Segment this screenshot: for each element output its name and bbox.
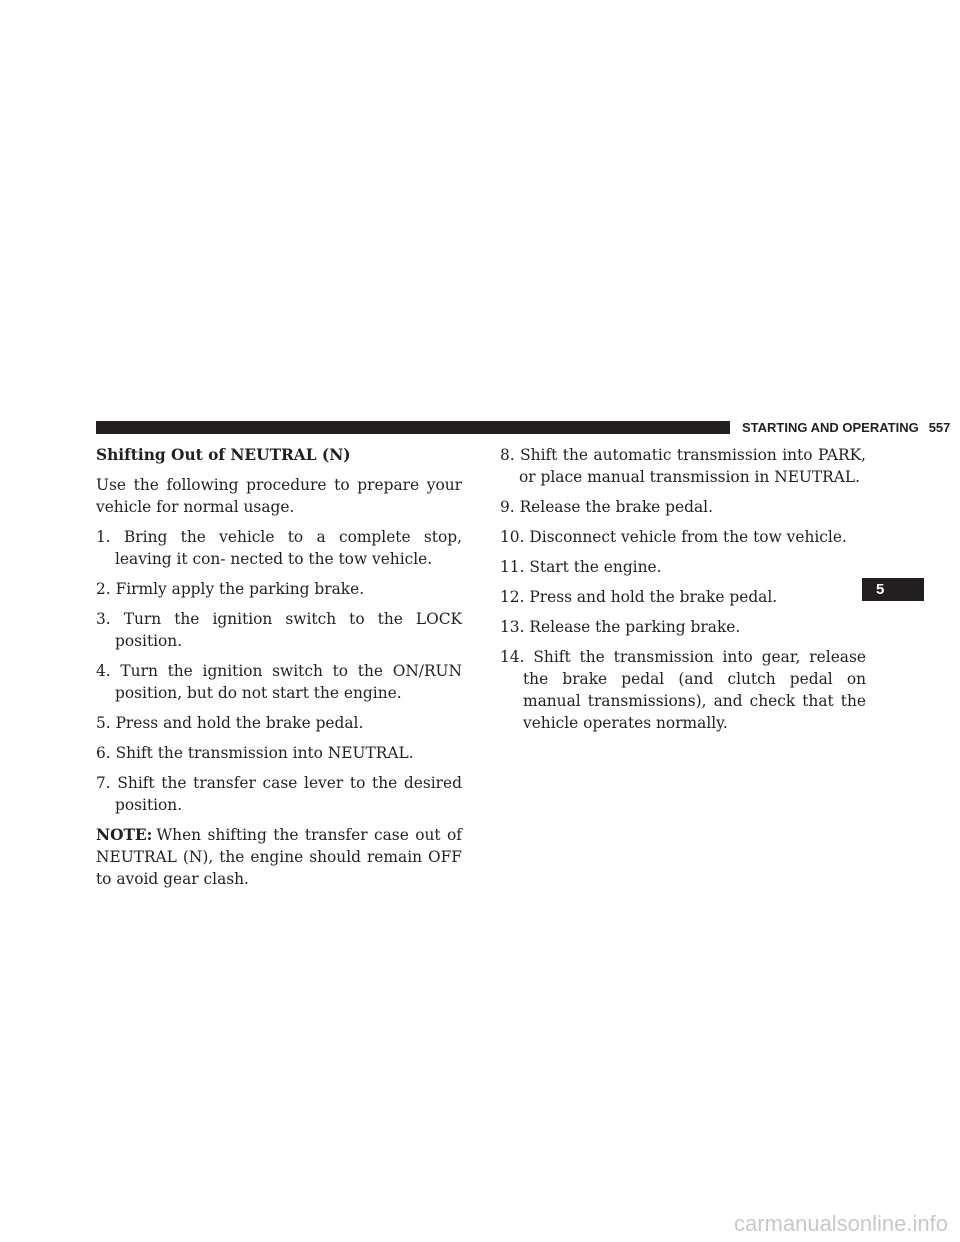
note-text: When shifting the transfer case out of NEUTRAL (N), the engine should remain OFF to avoid gear clash. — [96, 826, 462, 888]
note-paragraph — [96, 824, 462, 890]
step-item: 14. Shift the transmission into gear, release the brake pedal (and clutch pedal on manual transmissions), and check that the vehicle operates normally. — [500, 648, 866, 732]
running-header — [742, 419, 951, 436]
step-item: 10. Disconnect vehicle from the tow vehicle. — [500, 528, 847, 546]
chapter-tab: 5 — [862, 578, 924, 601]
section-heading: Shifting Out of NEUTRAL (N) — [96, 446, 351, 464]
section-title: STARTING AND OPERATING — [742, 420, 919, 435]
step-item: 6. Shift the transmission into NEUTRAL. — [96, 744, 414, 762]
steps-list-right — [500, 444, 866, 734]
intro-paragraph: Use the following procedure to prepare your vehicle for normal usage. — [96, 476, 462, 516]
header-rule — [96, 421, 730, 434]
step-item: 4. Turn the ignition switch to the ON/RUN position, but do not start the engine. — [96, 662, 462, 702]
step-item: 2. Firmly apply the parking brake. — [96, 580, 365, 598]
step-item: 11. Start the engine. — [500, 558, 662, 576]
watermark: carmanualsonline.info — [733, 1211, 948, 1236]
right-column — [500, 444, 866, 742]
left-column — [96, 444, 462, 890]
step-item: 1. Bring the vehicle to a complete stop, leaving it con- nected to the tow vehicle. — [96, 528, 462, 568]
step-item: 7. Shift the transfer case lever to the desired position. — [96, 774, 462, 814]
page-number: 557 — [928, 420, 951, 435]
step-item: 12. Press and hold the brake pedal. — [500, 588, 778, 606]
steps-list-left — [96, 526, 462, 816]
note-label: NOTE: — [96, 826, 153, 844]
step-item: 3. Turn the ignition switch to the LOCK position. — [96, 610, 462, 650]
step-item: 13. Release the parking brake. — [500, 618, 741, 636]
step-item: 5. Press and hold the brake pedal. — [96, 714, 364, 732]
step-item: 9. Release the brake pedal. — [500, 498, 713, 516]
step-item: 8. Shift the automatic transmission into PARK, or place manual transmission in NEUTRAL. — [500, 446, 866, 486]
